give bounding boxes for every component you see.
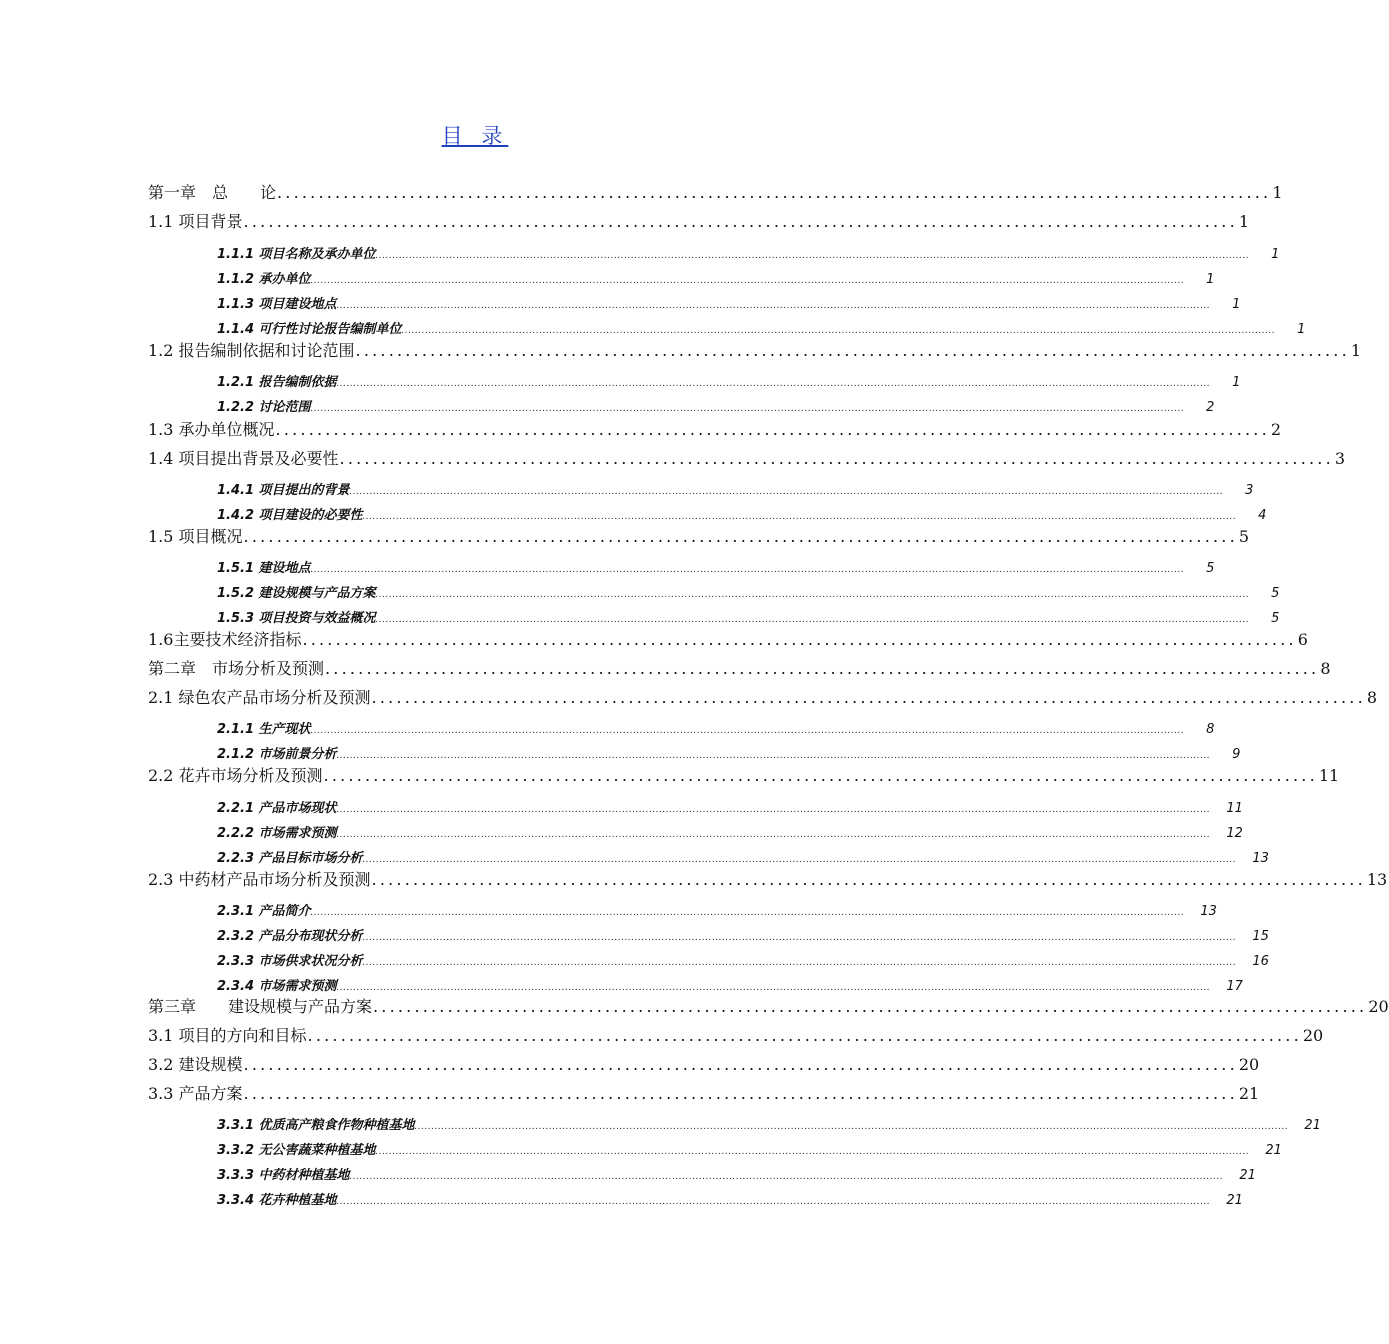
toc-page-number: 5 (1206, 561, 1215, 576)
toc-page-number: 11 (1226, 801, 1243, 816)
dot-leader: ........................................................................................................................ (243, 1055, 1238, 1074)
toc-entry-label: 3.3.4 花卉种植基地 (217, 1193, 337, 1208)
toc-entry[interactable] (148, 446, 1346, 468)
toc-entry-label: 1.3 承办单位概况 (148, 420, 275, 439)
toc-page-number: 5 (1271, 611, 1280, 626)
toc-page-number: 8 (1366, 688, 1378, 707)
toc-subentry[interactable] (217, 718, 1215, 737)
toc-page-number: 1 (1297, 322, 1306, 337)
toc-entry[interactable] (148, 685, 1378, 707)
toc-entry-label: 1.2.2 讨论范围 (217, 400, 311, 415)
toc-page-number: 21 (1226, 1193, 1243, 1208)
toc-entry-label: 2.2 花卉市场分析及预测 (148, 766, 323, 785)
toc-entry-label: 1.4 项目提出背景及必要性 (148, 449, 339, 468)
toc-entry-label: 3.1 项目的方向和目标 (148, 1026, 307, 1045)
toc-page-number: 1 (1232, 375, 1241, 390)
toc-page-number: 15 (1252, 929, 1269, 944)
dot-leader: .................................................................................................................................................................................................................................................................... (336, 379, 1211, 389)
toc-subentry[interactable] (217, 925, 1269, 944)
dot-leader: .................................................................................................................................................................................................................................................................... (336, 830, 1211, 840)
toc-entry-label: 1.1.2 承办单位 (217, 272, 311, 287)
toc-page-number: 6 (1297, 630, 1308, 649)
toc-page-number: 16 (1252, 954, 1269, 969)
dot-leader: .................................................................................................................................................................................................................................................................... (362, 855, 1237, 865)
toc-page-number: 1 (1272, 183, 1283, 202)
toc-page-number: 12 (1226, 826, 1243, 841)
toc-subentry[interactable] (217, 1114, 1321, 1133)
toc-page-number: 11 (1318, 766, 1340, 785)
dot-leader: .................................................................................................................................................................................................................................................................... (349, 1172, 1224, 1182)
toc-entry-label: 2.2.3 产品目标市场分析 (217, 851, 363, 866)
toc-page-number: 21 (1304, 1118, 1321, 1133)
toc-subentry[interactable] (217, 822, 1243, 841)
toc-entry-label: 2.1.2 市场前景分析 (217, 747, 337, 762)
dot-leader: ........................................................................................................................ (371, 688, 1366, 707)
toc-subentry[interactable] (217, 479, 1254, 498)
dot-leader: .................................................................................................................................................................................................................................................................... (375, 615, 1250, 625)
toc-entry-label: 2.3 中药材产品市场分析及预测 (148, 870, 371, 889)
toc-subentry[interactable] (217, 557, 1215, 576)
toc-page-number: 1 (1232, 297, 1241, 312)
toc-page-number: 1 (1238, 212, 1250, 231)
toc-subentry[interactable] (217, 268, 1215, 287)
toc-subentry[interactable] (217, 1164, 1256, 1183)
toc-entry-label: 1.2.1 报告编制依据 (217, 375, 337, 390)
toc-entry-label: 第三章 建设规模与产品方案 (148, 997, 373, 1016)
toc-entry-label: 1.4.1 项目提出的背景 (217, 483, 350, 498)
toc-entry[interactable] (148, 867, 1388, 889)
toc-page-number: 13 (1200, 904, 1217, 919)
toc-title: 目 录 (441, 124, 509, 148)
toc-entry[interactable] (148, 180, 1283, 202)
toc-entry[interactable] (148, 994, 1389, 1016)
toc-subentry[interactable] (217, 950, 1269, 969)
toc-entry-label: 第一章 总 论 (148, 183, 277, 202)
dot-leader: ........................................................................................................................ (323, 766, 1318, 785)
toc-subentry[interactable] (217, 371, 1241, 390)
toc-entry-label: 2.1 绿色农产品市场分析及预测 (148, 688, 371, 707)
toc-entry-label: 1.5.1 建设地点 (217, 561, 311, 576)
toc-entry-label: 1.1.1 项目名称及承办单位 (217, 247, 376, 262)
toc-entry[interactable] (148, 763, 1340, 785)
toc-entry-label: 2.1.1 生产现状 (217, 722, 311, 737)
dot-leader: .................................................................................................................................................................................................................................................................... (310, 908, 1185, 918)
toc-page-number: 20 (1368, 997, 1389, 1016)
toc-subentry[interactable] (217, 797, 1243, 816)
toc-page-number: 20 (1302, 1026, 1324, 1045)
dot-leader: .................................................................................................................................................................................................................................................................... (375, 590, 1250, 600)
toc-page-number: 17 (1226, 979, 1243, 994)
toc-entry-label: 1.1.4 可行性讨论报告编制单位 (217, 322, 402, 337)
dot-leader: .................................................................................................................................................................................................................................................................... (362, 512, 1237, 522)
dot-leader: .................................................................................................................................................................................................................................................................... (310, 276, 1185, 286)
toc-page-number: 2 (1270, 420, 1282, 439)
toc-subentry[interactable] (217, 243, 1280, 262)
dot-leader: ........................................................................................................................ (302, 630, 1297, 649)
dot-leader: .................................................................................................................................................................................................................................................................... (336, 751, 1211, 761)
toc-entry[interactable] (148, 627, 1308, 649)
toc-subentry[interactable] (217, 396, 1215, 415)
dot-leader: ........................................................................................................................ (243, 212, 1238, 231)
toc-entry[interactable] (148, 417, 1282, 439)
toc-page-number: 21 (1238, 1084, 1260, 1103)
dot-leader: .................................................................................................................................................................................................................................................................... (336, 805, 1211, 815)
toc-page-number: 5 (1238, 527, 1250, 546)
toc-page-number: 8 (1320, 659, 1331, 678)
toc-page-number: 1 (1271, 247, 1280, 262)
dot-leader: .................................................................................................................................................................................................................................................................... (414, 1122, 1289, 1132)
dot-leader: .................................................................................................................................................................................................................................................................... (310, 404, 1185, 414)
toc-page-number: 3 (1334, 449, 1346, 468)
toc-subentry[interactable] (217, 743, 1241, 762)
toc-entry-label: 2.3.4 市场需求预测 (217, 979, 337, 994)
toc-subentry[interactable] (217, 318, 1306, 337)
toc-entry-label: 1.4.2 项目建设的必要性 (217, 508, 363, 523)
dot-leader: .................................................................................................................................................................................................................................................................... (362, 933, 1237, 943)
toc-entry[interactable] (148, 656, 1331, 678)
toc-entry[interactable] (148, 1023, 1324, 1045)
toc-page-number: 9 (1232, 747, 1241, 762)
toc-entry-label: 3.2 建设规模 (148, 1055, 243, 1074)
toc-page-number: 13 (1252, 851, 1269, 866)
dot-leader: ........................................................................................................................ (339, 449, 1334, 468)
toc-entry-label: 1.6主要技术经济指标 (148, 630, 302, 649)
dot-leader: ........................................................................................................................ (325, 659, 1320, 678)
toc-subentry[interactable] (217, 1139, 1282, 1158)
dot-leader: .................................................................................................................................................................................................................................................................... (375, 1147, 1250, 1157)
dot-leader: .................................................................................................................................................................................................................................................................... (336, 301, 1211, 311)
dot-leader: .................................................................................................................................................................................................................................................................... (310, 565, 1185, 575)
dot-leader: .................................................................................................................................................................................................................................................................... (375, 251, 1250, 261)
toc-entry[interactable] (148, 338, 1362, 360)
toc-entry-label: 1.5 项目概况 (148, 527, 243, 546)
toc-entry-label: 1.5.3 项目投资与效益概况 (217, 611, 376, 626)
toc-page-number: 21 (1265, 1143, 1282, 1158)
toc-entry[interactable] (148, 524, 1250, 546)
dot-leader: ........................................................................................................................ (277, 183, 1272, 202)
toc-page-number: 1 (1206, 272, 1215, 287)
toc-page-number: 21 (1239, 1168, 1256, 1183)
dot-leader: ........................................................................................................................ (373, 997, 1368, 1016)
toc-entry[interactable] (148, 209, 1250, 231)
dot-leader: ........................................................................................................................ (307, 1026, 1302, 1045)
toc-entry-label: 3.3.2 无公害蔬菜种植基地 (217, 1143, 376, 1158)
toc-entry-label: 1.1.3 项目建设地点 (217, 297, 337, 312)
toc-entry-label: 第二章 市场分析及预测 (148, 659, 325, 678)
toc-entry-label: 3.3 产品方案 (148, 1084, 243, 1103)
toc-page-number: 1 (1350, 341, 1362, 360)
toc-subentry[interactable] (217, 582, 1280, 601)
dot-leader: ........................................................................................................................ (243, 1084, 1238, 1103)
dot-leader: .................................................................................................................................................................................................................................................................... (336, 1197, 1211, 1207)
toc-entry-label: 2.3.1 产品简介 (217, 904, 311, 919)
dot-leader: .................................................................................................................................................................................................................................................................... (349, 487, 1224, 497)
toc-subentry[interactable] (217, 607, 1280, 626)
dot-leader: .................................................................................................................................................................................................................................................................... (310, 726, 1185, 736)
toc-page-number: 13 (1366, 870, 1388, 889)
toc-page-number: 5 (1271, 586, 1280, 601)
toc-entry-label: 2.3.2 产品分布现状分析 (217, 929, 363, 944)
toc-entry-label: 1.5.2 建设规模与产品方案 (217, 586, 376, 601)
toc-page-number: 3 (1245, 483, 1254, 498)
toc-entry-label: 3.3.1 优质高产粮食作物种植基地 (217, 1118, 415, 1133)
toc-subentry[interactable] (217, 504, 1267, 523)
toc-subentry[interactable] (217, 1189, 1243, 1208)
dot-leader: ........................................................................................................................ (275, 420, 1270, 439)
dot-leader: .................................................................................................................................................................................................................................................................... (401, 326, 1276, 336)
dot-leader: .................................................................................................................................................................................................................................................................... (362, 958, 1237, 968)
toc-subentry[interactable] (217, 847, 1269, 866)
toc-entry-label: 2.2.1 产品市场现状 (217, 801, 337, 816)
toc-entry-label: 1.1 项目背景 (148, 212, 243, 231)
toc-entry[interactable] (148, 1052, 1260, 1074)
toc-entry-label: 2.2.2 市场需求预测 (217, 826, 337, 841)
toc-entry-label: 2.3.3 市场供求状况分析 (217, 954, 363, 969)
toc-page-number: 8 (1206, 722, 1215, 737)
toc-page-number: 20 (1238, 1055, 1260, 1074)
toc-entry-label: 3.3.3 中药材种植基地 (217, 1168, 350, 1183)
toc-entry-label: 1.2 报告编制依据和讨论范围 (148, 341, 355, 360)
dot-leader: .................................................................................................................................................................................................................................................................... (336, 983, 1211, 993)
dot-leader: ........................................................................................................................ (371, 870, 1366, 889)
toc-page-number: 2 (1206, 400, 1215, 415)
dot-leader: ........................................................................................................................ (355, 341, 1350, 360)
toc-subentry[interactable] (217, 293, 1241, 312)
toc-page-number: 4 (1258, 508, 1267, 523)
toc-subentry[interactable] (217, 975, 1243, 994)
dot-leader: ........................................................................................................................ (243, 527, 1238, 546)
toc-subentry[interactable] (217, 900, 1217, 919)
toc-entry[interactable] (148, 1081, 1260, 1103)
